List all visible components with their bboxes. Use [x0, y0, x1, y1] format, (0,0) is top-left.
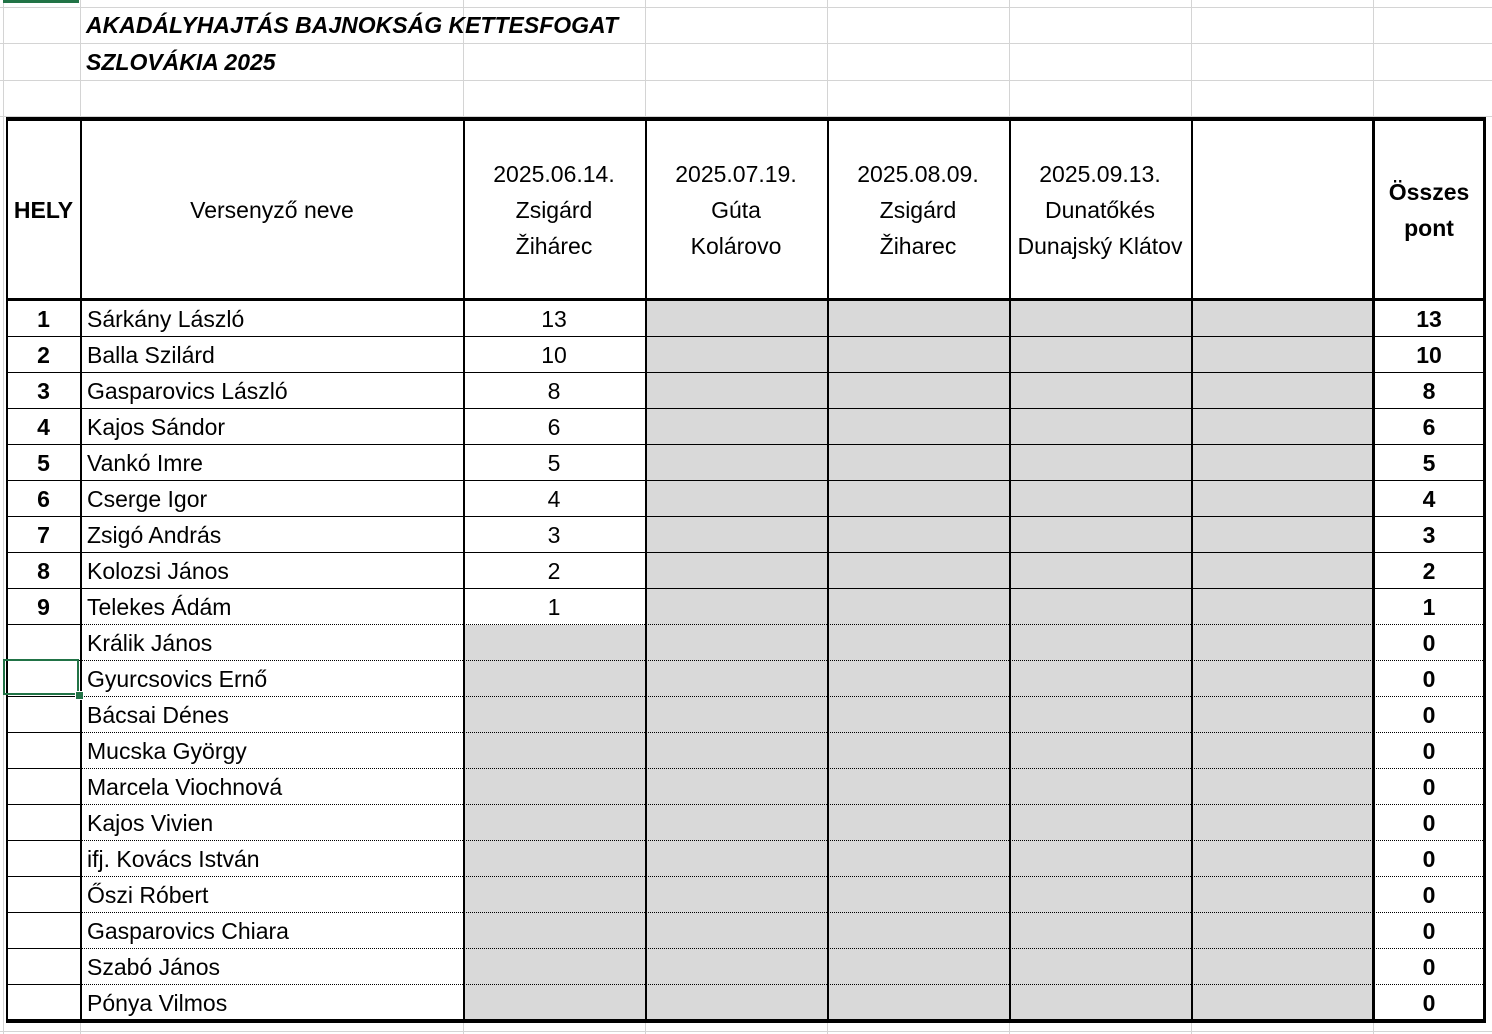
cell-total[interactable]: 0	[1422, 990, 1436, 1016]
cell-name[interactable]: Szabó János	[87, 954, 220, 980]
cell-total[interactable]: 5	[1422, 450, 1436, 476]
cell-total[interactable]: 0	[1422, 918, 1436, 944]
grid-column-line	[3, 0, 4, 1034]
cell-place[interactable]	[6, 841, 81, 877]
cell-place[interactable]	[6, 625, 81, 661]
cell-place[interactable]: 1	[37, 306, 50, 332]
cell-place[interactable]: 3	[37, 378, 50, 404]
cell-total[interactable]: 0	[1422, 666, 1436, 692]
header-event-5[interactable]	[1191, 121, 1373, 299]
cell-place[interactable]: 9	[37, 594, 50, 620]
cell-event-1[interactable]	[463, 661, 645, 697]
cell-event-1[interactable]	[463, 985, 645, 1021]
cell-total[interactable]: 0	[1422, 954, 1436, 980]
grid-row-line	[0, 80, 1492, 81]
cell-event-1[interactable]	[463, 913, 645, 949]
cell-event-1[interactable]: 4	[547, 486, 561, 512]
cell-place[interactable]	[6, 985, 81, 1021]
cell-name[interactable]: Gasparovics Chiara	[87, 918, 289, 944]
cell-name[interactable]: Gyurcsovics Ernő	[87, 666, 268, 692]
cell-total[interactable]: 13	[1416, 306, 1442, 332]
cell-event-1[interactable]	[463, 697, 645, 733]
cell-total[interactable]: 0	[1422, 702, 1436, 728]
sheet-title-line1[interactable]: AKADÁLYHAJTÁS BAJNOKSÁG KETTESFOGAT	[86, 12, 618, 38]
cell-total[interactable]: 4	[1422, 486, 1436, 512]
header-event-2[interactable]: 2025.07.19. Gúta Kolárovo	[675, 161, 797, 259]
cell-name[interactable]: Gasparovics László	[87, 378, 288, 404]
selected-cell[interactable]	[3, 659, 79, 695]
cell-name[interactable]: Kajos Vivien	[87, 810, 214, 836]
cell-total[interactable]: 0	[1422, 738, 1436, 764]
cell-event-1[interactable]: 2	[547, 558, 561, 584]
cell-event-1[interactable]	[463, 877, 645, 913]
cell-event-1[interactable]	[463, 805, 645, 841]
cell-name[interactable]: Sárkány László	[87, 306, 245, 332]
cell-place[interactable]: 8	[37, 558, 50, 584]
cell-event-1[interactable]	[463, 769, 645, 805]
grid-row-line	[0, 1031, 1492, 1032]
cell-name[interactable]: Telekes Ádám	[87, 594, 232, 620]
cell-total[interactable]: 1	[1422, 594, 1436, 620]
cell-place[interactable]	[6, 805, 81, 841]
cell-place[interactable]	[6, 913, 81, 949]
cell-place[interactable]: 4	[37, 414, 50, 440]
cell-name[interactable]: Králik János	[87, 630, 213, 656]
cell-place[interactable]	[6, 877, 81, 913]
cell-name[interactable]: Balla Szilárd	[87, 342, 215, 368]
header-total[interactable]: Összes pont	[1388, 179, 1470, 241]
cell-event-1[interactable]: 1	[547, 594, 561, 620]
header-event-3[interactable]: 2025.08.09. Zsigárd Žiharec	[857, 161, 979, 259]
cell-place[interactable]: 2	[37, 342, 50, 368]
cell-event-1[interactable]: 6	[547, 414, 561, 440]
cell-event-1[interactable]: 10	[541, 342, 567, 368]
cell-name[interactable]: Kolozsi János	[87, 558, 229, 584]
cell-place[interactable]	[6, 697, 81, 733]
cell-place[interactable]	[6, 769, 81, 805]
cell-event-1[interactable]: 5	[547, 450, 561, 476]
cell-name[interactable]: Bácsai Dénes	[87, 702, 229, 728]
cell-event-1[interactable]	[463, 949, 645, 985]
cell-total[interactable]: 6	[1422, 414, 1436, 440]
cell-name[interactable]: Vankó Imre	[87, 450, 203, 476]
cell-total[interactable]: 10	[1416, 342, 1442, 368]
sheet-title-line2[interactable]: SZLOVÁKIA 2025	[86, 49, 276, 75]
cell-total[interactable]: 2	[1422, 558, 1436, 584]
previous-selection-marker	[3, 0, 79, 3]
cell-name[interactable]: Marcela Viochnová	[87, 774, 283, 800]
cell-event-1[interactable]	[463, 625, 645, 661]
cell-event-1[interactable]: 13	[541, 306, 567, 332]
fill-handle[interactable]	[75, 691, 84, 700]
cell-total[interactable]: 0	[1422, 630, 1436, 656]
header-place[interactable]: HELY	[13, 197, 74, 223]
cell-total[interactable]: 8	[1422, 378, 1436, 404]
cell-total[interactable]: 3	[1422, 522, 1436, 548]
cell-place[interactable]: 6	[37, 486, 50, 512]
cell-event-1[interactable]	[463, 733, 645, 769]
cell-event-1[interactable]: 8	[547, 378, 561, 404]
cell-place[interactable]	[6, 949, 81, 985]
cell-total[interactable]: 0	[1422, 846, 1436, 872]
cell-name[interactable]: Cserge Igor	[87, 486, 208, 512]
cell-place[interactable]: 5	[37, 450, 50, 476]
header-event-4[interactable]: 2025.09.13. Dunatőkés Dunajský Klátov	[1017, 161, 1183, 259]
header-name[interactable]: Versenyző neve	[190, 197, 354, 223]
cell-name[interactable]: ifj. Kovács István	[87, 846, 260, 872]
cell-name[interactable]: Kajos Sándor	[87, 414, 226, 440]
cell-name[interactable]: Őszi Róbert	[87, 882, 209, 908]
cell-place[interactable]: 7	[37, 522, 50, 548]
header-event-1[interactable]: 2025.06.14. Zsigárd Žihárec	[493, 161, 615, 259]
cell-place[interactable]	[6, 733, 81, 769]
cell-event-1[interactable]	[463, 841, 645, 877]
cell-total[interactable]: 0	[1422, 810, 1436, 836]
cell-total[interactable]: 0	[1422, 882, 1436, 908]
cell-name[interactable]: Zsigó András	[87, 522, 222, 548]
cell-total[interactable]: 0	[1422, 774, 1436, 800]
cell-event-1[interactable]: 3	[547, 522, 561, 548]
cell-name[interactable]: Mucska György	[87, 738, 247, 764]
cell-name[interactable]: Pónya Vilmos	[87, 990, 228, 1016]
